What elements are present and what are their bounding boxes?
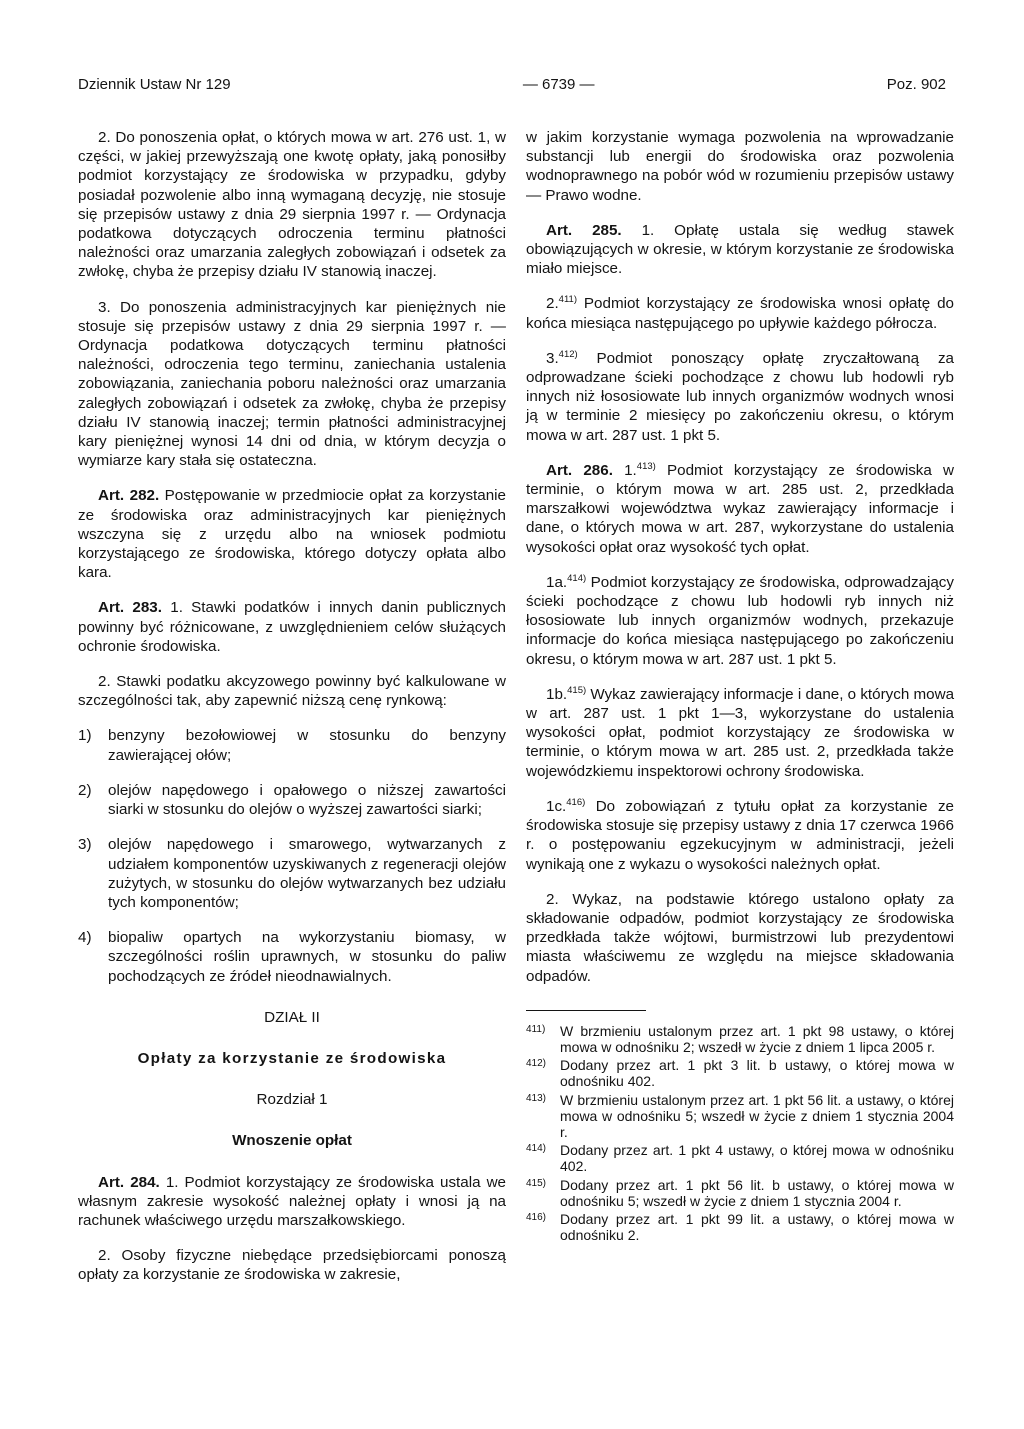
paragraph-text: Podmiot ponoszący opłatę zryczałtowaną za odprowadzane ścieki pochodzące z chowu lub hodowli ryb innych niż łososiowate lub innych organizmów wodnych wnosi ją w terminie 2 miesięcy po zakończeniu okresu, o którym mowa w art. 287 ust. 1 pkt 5.	[526, 349, 954, 444]
position-number: Poz. 902	[886, 76, 946, 93]
article-285	[526, 221, 954, 279]
list-item-text: olejów napędowego i opałowego o niższej zawartości siarki w stosunku do olejów o wyższej zawartości siarki;	[108, 781, 506, 819]
section-title: Opłaty za korzystanie ze środowiska	[137, 1049, 447, 1067]
footnote	[526, 1142, 954, 1174]
footnote-text: W brzmieniu ustalonym przez art. 1 pkt 98 ustawy, o której mowa w odnośniku 2; wszedł w życie z dniem 1 lipca 2005 r.	[560, 1022, 954, 1055]
left-column	[78, 128, 506, 1301]
footnote-ref: 415)	[567, 684, 587, 696]
article-286	[526, 461, 954, 557]
paragraph-number: 1c.	[546, 797, 567, 815]
article-text: 1. Opłatę ustala się według stawek obowiązujących w okresie, w którym korzystanie ze środowiska miało miejsce.	[526, 221, 954, 278]
list-item-number: 1)	[78, 727, 92, 745]
footnote-number: 412)	[526, 1058, 547, 1070]
paragraph-art286-ust2: 2. Wykaz, na podstawie którego ustalono opłaty za składowanie odpadów, podmiot korzystający ze środowiska przedkłada także wójtowi, burmistrzowi lub prezydentowi miasta właściwemu ze względu na miejsce składowania odpadów.	[526, 890, 954, 985]
paragraph-text: Podmiot korzystający ze środowiska wnosi opłatę do końca miesiąca następującego po upływie każdego półrocza.	[526, 295, 954, 332]
journal-title: Dziennik Ustaw Nr 129	[78, 76, 231, 93]
article-label: Art. 285.	[546, 221, 622, 239]
list-item	[78, 928, 506, 986]
article-label: Art. 284.	[98, 1173, 160, 1191]
list-item	[78, 781, 506, 819]
list-item-text: biopaliw opartych na wykorzystaniu biomasy, w szczególności roślin uprawnych, w stosunku do paliw pochodzących ze źródeł nieodnawialnych.	[108, 929, 506, 985]
article-text: Postępowanie w przedmiocie opłat za korzystanie ze środowiska oraz administracyjnych kar pieniężnych wszczyna się z urzędu albo na wniosek podmiotu korzystającego ze środowiska, którego dotyczy opłata albo kara.	[78, 487, 506, 582]
footnote-text: Dodany przez art. 1 pkt 3 lit. b ustawy, o której mowa w odnośniku 402.	[560, 1057, 954, 1090]
article-284	[78, 1173, 506, 1231]
list-item	[78, 726, 506, 764]
footnote	[526, 1057, 954, 1089]
paragraph-art286-ust1b	[526, 685, 954, 781]
paragraph-number: 1b.	[546, 685, 568, 703]
list-item-number: 2)	[78, 781, 92, 799]
paragraph-art284-ust2: 2. Osoby fizyczne niebędące przedsiębiorcami ponoszą opłaty za korzystanie ze środowiska w zakresie,	[78, 1247, 506, 1284]
section-heading-dzial: DZIAŁ II	[264, 1008, 320, 1026]
paragraph-number: 3.	[546, 349, 559, 367]
paragraph-art286-ust1a	[526, 573, 954, 669]
article-label: Art. 282.	[98, 487, 160, 505]
chapter-heading: Rozdział 1	[256, 1091, 328, 1109]
footnote-divider	[526, 1010, 646, 1011]
footnote-number: 411)	[526, 1023, 546, 1035]
list-item-number: 4)	[78, 929, 92, 947]
footnote-text: Dodany przez art. 1 pkt 56 lit. b ustawy, o której mowa w odnośniku 5; wszedł w życie z dniem 1 stycznia 2004 r.	[560, 1176, 954, 1209]
footnote-ref: 412)	[558, 348, 578, 360]
paragraph-number: 2.	[546, 295, 559, 313]
article-label: Art. 283.	[98, 599, 162, 617]
paragraph-text: Wykaz zawierający informacje i dane, o których mowa w art. 287 ust. 1 pkt 1—3, wykorzystane do ustalenia wysokości opłat, podmiot korzystający ze środowiska w terminie, o którym mowa w art. 285 ust. 2, przedkłada także wojewódzkiemu inspektorowi ochrony środowiska.	[526, 685, 955, 780]
paragraph-art283-ust2: 2. Stawki podatku akcyzowego powinny być kalkulowane w szczególności tak, aby zapewnić niższą cenę rynkową:	[78, 673, 506, 710]
paragraph-art276-ust2: 2. Do ponoszenia opłat, o których mowa w art. 276 ust. 1, w części, w jakiej przewyższają one kwotę opłaty, jaką ponosiłby podmiot korzystający ze środowiska w przypadku, gdyby posiadał pozwolenie albo inną wymaganą decyzję, nie stosuje się przepisów ustawy z dnia 29 sierpnia 1997 r. — Ordynacja podatkowa dotyczących odroczenia terminu płatności należności oraz umarzania zaległych zobowiązań i odsetek za zwłokę, chyba że przepisy działu IV stanowią inaczej.	[78, 129, 506, 281]
list-item	[78, 835, 506, 912]
right-column	[526, 128, 954, 1245]
footnote	[526, 1211, 954, 1243]
footnote	[526, 1092, 954, 1141]
footnote-number: 416)	[526, 1211, 547, 1223]
paragraph-art286-ust1c	[526, 797, 954, 874]
paragraph-art276-ust3: 3. Do ponoszenia administracyjnych kar pieniężnych nie stosuje się przepisów ustawy z dnia 29 sierpnia 1997 r. — Ordynacja podatkowa dotyczących terminu płatności należności, odroczenia tego terminu, zaniechania ustalenia zobowiązania, zaniechania poboru należności oraz umarzania zaległych zobowiązań i odsetek za zwłokę, chyba że przepisy działu IV stanowią inaczej; termin płatności administracyjnej kary pieniężnej wynosi 14 dni od dnia, w którym decyzja o wymiarze kary stała się ostateczna.	[78, 298, 506, 470]
footnote-ref: 411)	[558, 294, 577, 306]
paragraph-continuation: w jakim korzystanie wymaga pozwolenia na wprowadzanie substancji lub energii do środowiska oraz pozwolenia wodnoprawnego na pobór wód w rozumieniu przepisów ustawy — Prawo wodne.	[526, 129, 954, 204]
article-text: 1. Stawki podatków i innych danin publicznych powinny być różnicowane, z uwzględnieniem celów służących ochronie środowiska.	[78, 599, 506, 655]
footnote-text: W brzmieniu ustalonym przez art. 1 pkt 56 lit. a ustawy, o której mowa w odnośniku 5; wszedł w życie z dniem 1 stycznia 2004 r.	[560, 1091, 954, 1140]
footnote-ref: 413)	[636, 460, 656, 472]
article-text: Podmiot korzystający ze środowiska w terminie, o którym mowa w art. 285 ust. 2, przedkłada marszałkowi województwa wykaz zawierający informacje i dane, o których mowa w art. 287, wykorzystane do ustalenia wysokości opłat oraz wysokość tych opłat.	[526, 461, 955, 556]
footnote	[526, 1023, 954, 1055]
footnote-number: 415)	[526, 1177, 547, 1189]
footnote-ref: 416)	[566, 796, 586, 808]
paragraph-text: Podmiot korzystający ze środowiska, odprowadzający ścieki pochodzące z chowu lub hodowli ryb innych niż łososiowate lub innych organizmów wodnych, przekazuje informacje do końca miesiąca następującego po zakończeniu okresu, o którym mowa w art. 287 ust. 1 pkt 5.	[526, 573, 954, 668]
page-number: — 6739 —	[522, 76, 595, 93]
footnote-number: 414)	[526, 1143, 547, 1155]
list-item-text: olejów napędowego i smarowego, wytwarzanych z udziałem komponentów uzyskiwanych z regeneracji olejów zużytych, w stosunku do olejów wytwarzanych bez udziału tych komponentów;	[108, 836, 506, 911]
article-text: 1. Podmiot korzystający ze środowiska ustala we własnym zakresie wysokość należnej opłaty i wnosi ją na rachunek właściwego urzędu marszałkowskiego.	[78, 1173, 506, 1229]
paragraph-number: 1a.	[546, 573, 568, 591]
footnote	[526, 1177, 954, 1209]
page-header	[78, 76, 946, 94]
paragraph-text: Do zobowiązań z tytułu opłat za korzystanie ze środowiska stosuje się przepisy ustawy z dnia 17 czerwca 1966 r. o postępowaniu egzekucyjnym w administracji, jeżeli wynikają one z wykazu o wysokości należnych opłat.	[526, 797, 954, 873]
article-label: Art. 286.	[546, 461, 613, 479]
footnote-number: 413)	[526, 1092, 547, 1104]
footnote-text: Dodany przez art. 1 pkt 99 lit. a ustawy, o której mowa w odnośniku 2.	[560, 1210, 954, 1244]
footnote-ref: 414)	[567, 572, 587, 584]
paragraph-art285-ust2	[526, 294, 954, 332]
footnote-text: Dodany przez art. 1 pkt 4 ustawy, o której mowa w odnośniku 402.	[560, 1142, 954, 1175]
article-283	[78, 598, 506, 656]
list-item-number: 3)	[78, 836, 92, 854]
chapter-title: Wnoszenie opłat	[232, 1132, 352, 1150]
paragraph-art285-ust3	[526, 349, 954, 445]
list-item-text: benzyny bezołowiowej w stosunku do benzyny zawierającej ołów;	[108, 727, 506, 764]
paragraph-number: 1.	[612, 461, 637, 479]
article-282	[78, 486, 506, 582]
